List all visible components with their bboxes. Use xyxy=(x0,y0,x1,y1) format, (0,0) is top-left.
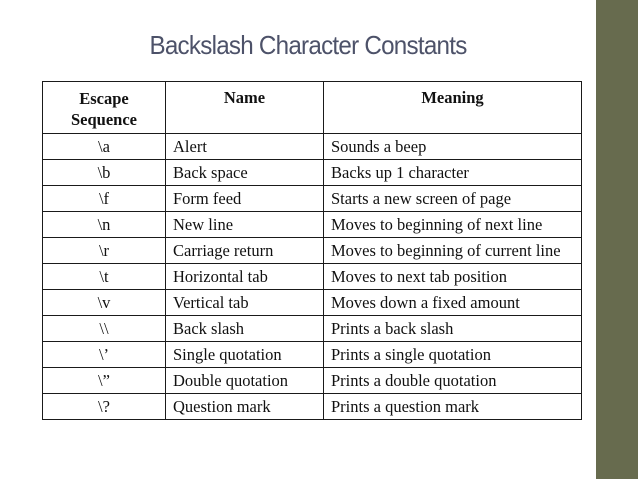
cell-meaning: Prints a back slash xyxy=(324,316,582,342)
header-meaning: Meaning xyxy=(324,82,582,134)
cell-meaning: Backs up 1 character xyxy=(324,160,582,186)
cell-sequence: \n xyxy=(43,212,166,238)
slide-title: Backslash Character Constants xyxy=(149,30,467,60)
table-row xyxy=(43,394,582,420)
cell-name: Horizontal tab xyxy=(166,264,324,290)
table-row xyxy=(43,316,582,342)
cell-meaning: Sounds a beep xyxy=(324,134,582,160)
header-escape-sequence xyxy=(43,82,166,134)
cell-meaning: Prints a question mark xyxy=(324,394,582,420)
header-escape-line2: Sequence xyxy=(71,110,137,129)
side-accent-bar xyxy=(596,0,638,479)
table-row xyxy=(43,186,582,212)
cell-sequence: \v xyxy=(43,290,166,316)
cell-name: Alert xyxy=(166,134,324,160)
cell-meaning: Starts a new screen of page xyxy=(324,186,582,212)
cell-sequence: \’ xyxy=(43,342,166,368)
cell-meaning: Moves to next tab position xyxy=(324,264,582,290)
table-row xyxy=(43,368,582,394)
cell-name: Single quotation xyxy=(166,342,324,368)
header-name: Name xyxy=(166,82,324,134)
table-row xyxy=(43,134,582,160)
cell-meaning: Moves to beginning of next line xyxy=(324,212,582,238)
cell-name: Form feed xyxy=(166,186,324,212)
cell-sequence: \f xyxy=(43,186,166,212)
cell-meaning: Moves to beginning of current line xyxy=(324,238,582,264)
cell-name: Double quotation xyxy=(166,368,324,394)
table-header-row xyxy=(43,82,582,134)
table-row xyxy=(43,212,582,238)
table-row xyxy=(43,290,582,316)
cell-meaning: Prints a double quotation xyxy=(324,368,582,394)
cell-sequence: \a xyxy=(43,134,166,160)
table-row xyxy=(43,238,582,264)
cell-name: Back slash xyxy=(166,316,324,342)
table-row xyxy=(43,264,582,290)
cell-sequence: \? xyxy=(43,394,166,420)
table-row xyxy=(43,160,582,186)
cell-name: Question mark xyxy=(166,394,324,420)
cell-sequence: \\ xyxy=(43,316,166,342)
cell-sequence: \” xyxy=(43,368,166,394)
header-escape-line1: Escape xyxy=(79,89,129,108)
cell-sequence: \b xyxy=(43,160,166,186)
cell-sequence: \r xyxy=(43,238,166,264)
cell-name: New line xyxy=(166,212,324,238)
cell-name: Carriage return xyxy=(166,238,324,264)
table-row xyxy=(43,342,582,368)
cell-meaning: Moves down a fixed amount xyxy=(324,290,582,316)
cell-meaning: Prints a single quotation xyxy=(324,342,582,368)
cell-name: Back space xyxy=(166,160,324,186)
cell-sequence: \t xyxy=(43,264,166,290)
escape-sequence-table xyxy=(42,81,582,420)
cell-name: Vertical tab xyxy=(166,290,324,316)
